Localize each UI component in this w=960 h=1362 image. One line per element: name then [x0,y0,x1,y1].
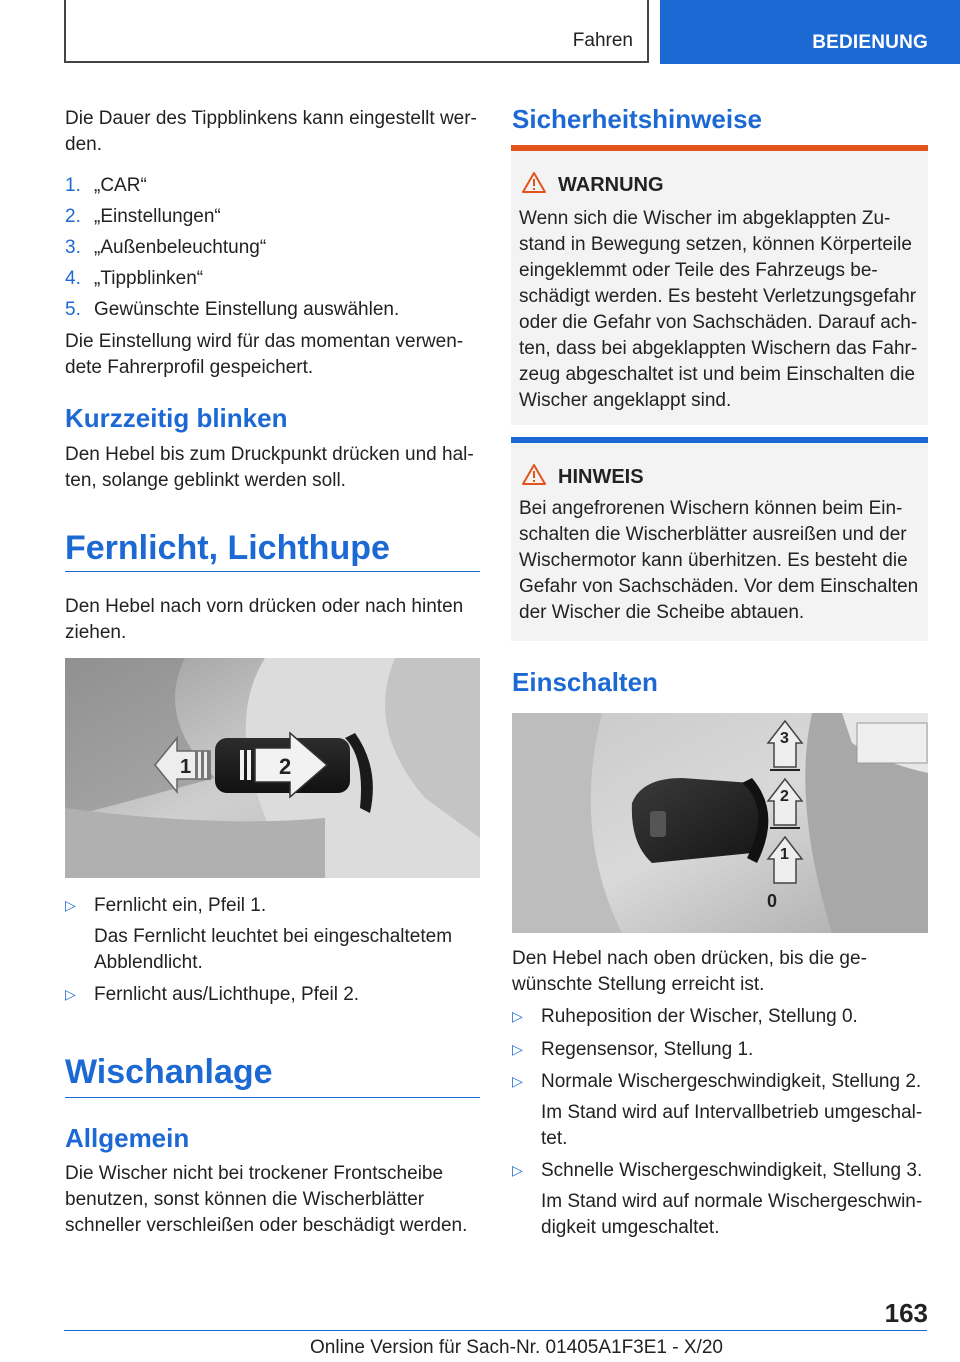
list-number: 1. [65,175,81,196]
notice-line-2: schalten die Wischerblätter ausreißen und der [519,524,907,545]
list-number: 4. [65,268,81,289]
lever-high-beam-figure [65,658,480,878]
wiper-lever-figure [512,713,928,933]
heading-rule [65,571,480,572]
bullet-triangle-icon: ▷ [512,1162,523,1178]
bullet-text: Ruheposition der Wischer, Stellung 0. [541,1006,858,1027]
list-text: „CAR“ [94,175,147,196]
warning-bar [511,145,928,151]
allg-text-line-1: Die Wischer nicht bei trockener Frontscheibe [65,1163,444,1184]
notice-line-5: der Wischer die Scheibe abtauen. [519,602,805,623]
bullet-subtext-line-1: Im Stand wird auf normale Wischergeschwin- [541,1191,923,1212]
fern-text-line-1: Den Hebel nach vorn drücken oder nach hinten [65,596,464,617]
intro-line-1: Die Dauer des Tippblinkens kann eingestellt wer- [65,108,477,129]
warning-line-3: eingeklemmt oder Teile des Fahrzeugs be- [519,260,878,281]
figure-label-1: 1 [180,756,192,778]
bullet-triangle-icon: ▷ [512,1073,523,1089]
figure-label-2: 2 [279,754,292,779]
list-number: 3. [65,237,81,258]
list-number: 2. [65,206,81,227]
notice-line-4: Gefahr von Sachschäden. Vor dem Einschalten [519,576,919,597]
list-text: „Einstellungen“ [94,206,221,227]
bullet-triangle-icon: ▷ [512,1041,523,1057]
heading-einschalten: Einschalten [512,667,658,697]
chapter-tab-label: BEDIENUNG [812,32,928,53]
heading-fernlicht: Fernlicht, Lichthupe [65,529,390,567]
figure-label-3: 3 [780,730,789,747]
bullet-subtext-line-2: tet. [541,1128,568,1149]
warning-line-1: Wenn sich die Wischer im abgeklappten Zu- [519,208,891,229]
warning-line-8: Wischer angeklappt sind. [519,390,732,411]
warning-line-6: ten, dass bei abgeklappten Wischern das Fahr- [519,338,918,359]
chapter-tab [660,0,960,64]
footer-rule [64,1330,927,1331]
ein-text-line-1: Den Hebel nach oben drücken, bis die ge- [512,948,867,969]
bullet-text: Fernlicht aus/Lichthupe, Pfeil 2. [94,984,360,1005]
saved-note-line-2: dete Fahrerprofil gespeichert. [65,357,314,378]
page-number: 163 [884,1298,928,1328]
bullet-triangle-icon: ▷ [65,897,76,913]
bullet-subtext-line-1: Das Fernlicht leuchtet bei eingeschaltetem [94,926,453,947]
figure-label-1: 1 [780,846,789,863]
warning-box [511,145,928,425]
warning-line-7: zeug abgeschaltet ist und beim Einschalten die [519,364,916,385]
bullet-subtext-line-2: Abblendlicht. [94,952,203,973]
heading-wischanlage: Wischanlage [65,1053,273,1091]
list-text: „Außenbeleuchtung“ [94,237,267,258]
ein-text-line-2: wünschte Stellung erreicht ist. [512,974,765,995]
notice-triangle-icon [521,463,547,486]
saved-note-line-1: Die Einstellung wird für das momentan verwen- [65,331,464,352]
warning-line-5: oder die Gefahr von Sachschäden. Darauf ach- [519,312,918,333]
bullet-subtext-line-2: digkeit umgeschaltet. [541,1217,720,1238]
list-number: 5. [65,299,81,320]
figure-label-2: 2 [780,788,789,805]
lever-illustration [65,658,480,878]
bullet-subtext-line-1: Im Stand wird auf Intervallbetrieb umgeschal- [541,1102,923,1123]
kurz-text-line-1: Den Hebel bis zum Druckpunkt drücken und hal- [65,444,474,465]
list-text: „Tippblinken“ [94,268,204,289]
footer-online-version: Online Version für Sach-Nr. 01405A1F3E1 - X/20 [310,1337,723,1358]
section-tab-label: Fahren [572,30,633,51]
allg-text-line-2: benutzen, sonst können die Wischerblätter [65,1189,425,1210]
notice-line-1: Bei angefrorenen Wischern können beim Ein- [519,498,903,519]
intro-line-2: den. [65,134,102,155]
heading-kurzzeitig-blinken: Kurzzeitig blinken [65,403,288,433]
kurz-text-line-2: ten, solange geblinkt werden soll. [65,470,346,491]
heading-allgemein: Allgemein [65,1123,190,1153]
notice-line-3: Wischermotor kann überhitzen. Es besteht die [519,550,908,571]
heading-rule [65,1097,480,1098]
list-text: Gewünschte Einstellung auswählen. [94,299,400,320]
notice-box [511,437,928,641]
allg-text-line-3: schneller verschleißen oder beschädigt werden. [65,1215,468,1236]
warning-title: WARNUNG [558,174,664,196]
bullet-text: Schnelle Wischergeschwindigkeit, Stellung 3. [541,1160,923,1181]
figure-label-0: 0 [767,891,778,911]
bullet-text: Regensensor, Stellung 1. [541,1039,754,1060]
fern-text-line-2: ziehen. [65,622,127,643]
notice-title: HINWEIS [558,466,644,488]
bullet-triangle-icon: ▷ [512,1008,523,1024]
bullet-triangle-icon: ▷ [65,986,76,1002]
wiper-lever-illustration [512,713,928,933]
warning-line-4: schädigt werden. Es besteht Verletzungsgefahr [519,286,917,307]
section-tab [64,0,649,63]
warning-triangle-icon [521,171,547,194]
heading-sicherheitshinweise: Sicherheitshinweise [512,104,762,134]
warning-line-2: stand in Bewegung setzen, können Körperteile [519,234,912,255]
notice-bar [511,437,928,443]
bullet-text: Fernlicht ein, Pfeil 1. [94,895,267,916]
bullet-text: Normale Wischergeschwindigkeit, Stellung 2. [541,1071,922,1092]
